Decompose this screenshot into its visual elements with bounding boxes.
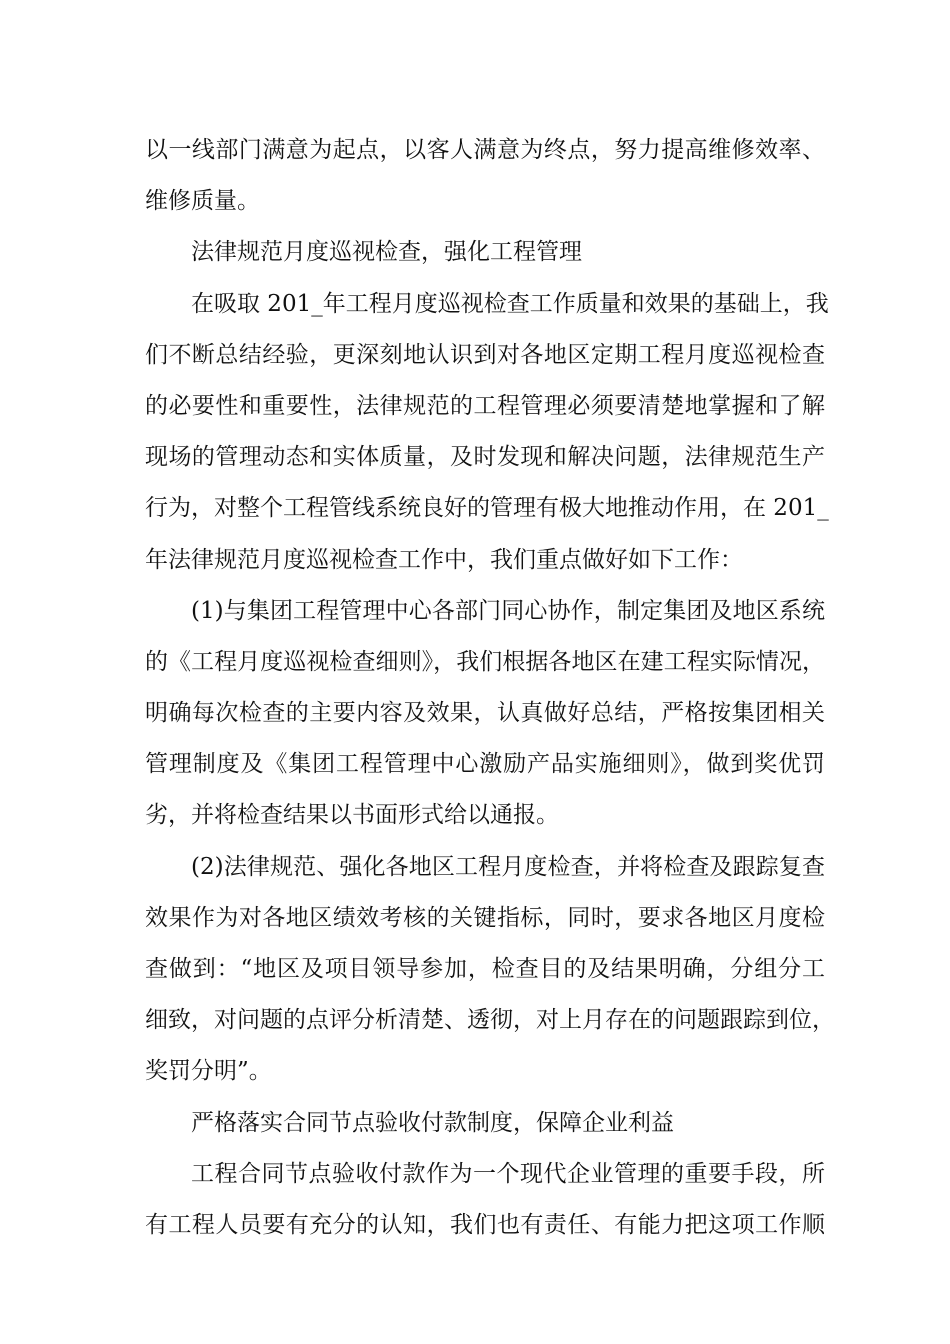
paragraph-line: 劣，并将检查结果以书面形式给以通报。 <box>145 802 559 829</box>
paragraph-line: (1)与集团工程管理中心各部门同心协作，制定集团及地区系统 <box>191 597 825 624</box>
paragraph-line: 奖罚分明”。 <box>145 1058 272 1085</box>
paragraph-line: 有工程人员要有充分的认知，我们也有责任、有能力把这项工作顺 <box>145 1211 825 1238</box>
paragraph-line: 细致，对问题的点评分析清楚、透彻，对上月存在的问题跟踪到位， <box>145 1007 835 1034</box>
paragraph-line: 查做到：“地区及项目领导参加，检查目的及结果明确，分组分工 <box>145 956 825 982</box>
paragraph-line: 年法律规范月度巡视检查工作中，我们重点做好如下工作： <box>145 546 743 573</box>
paragraph-line: 在吸取 201_年工程月度巡视检查工作质量和效果的基础上，我 <box>191 290 829 317</box>
paragraph-line: 工程合同节点验收付款作为一个现代企业管理的重要手段，所 <box>191 1160 825 1187</box>
paragraph-line: 现场的管理动态和实体质量，及时发现和解决问题，法律规范生产 <box>145 444 825 471</box>
section-heading: 严格落实合同节点验收付款制度，保障企业利益 <box>191 1109 674 1136</box>
paragraph-line: 的必要性和重要性，法律规范的工程管理必须要清楚地掌握和了解 <box>145 392 825 419</box>
section-heading: 法律规范月度巡视检查，强化工程管理 <box>191 239 582 266</box>
paragraph-line: 行为，对整个工程管线系统良好的管理有极大地推动作用，在 201_ <box>145 495 829 522</box>
paragraph-line: 管理制度及《集团工程管理中心激励产品实施细则》，做到奖优罚 <box>145 751 825 778</box>
paragraph-line: 们不断总结经验，更深刻地认识到对各地区定期工程月度巡视检查 <box>145 341 825 368</box>
paragraph-line: (2)法律规范、强化各地区工程月度检查，并将检查及跟踪复查 <box>191 853 825 880</box>
paragraph-line: 以一线部门满意为起点，以客人满意为终点，努力提高维修效率、 <box>145 137 825 163</box>
document-body <box>145 125 835 1251</box>
paragraph-line: 明确每次检查的主要内容及效果，认真做好总结，严格按集团相关 <box>145 700 825 727</box>
paragraph-line: 的《工程月度巡视检查细则》，我们根据各地区在建工程实际情况， <box>145 648 825 675</box>
paragraph-line: 效果作为对各地区绩效考核的关键指标，同时，要求各地区月度检 <box>145 904 825 931</box>
paragraph-line: 维修质量。 <box>145 188 260 215</box>
